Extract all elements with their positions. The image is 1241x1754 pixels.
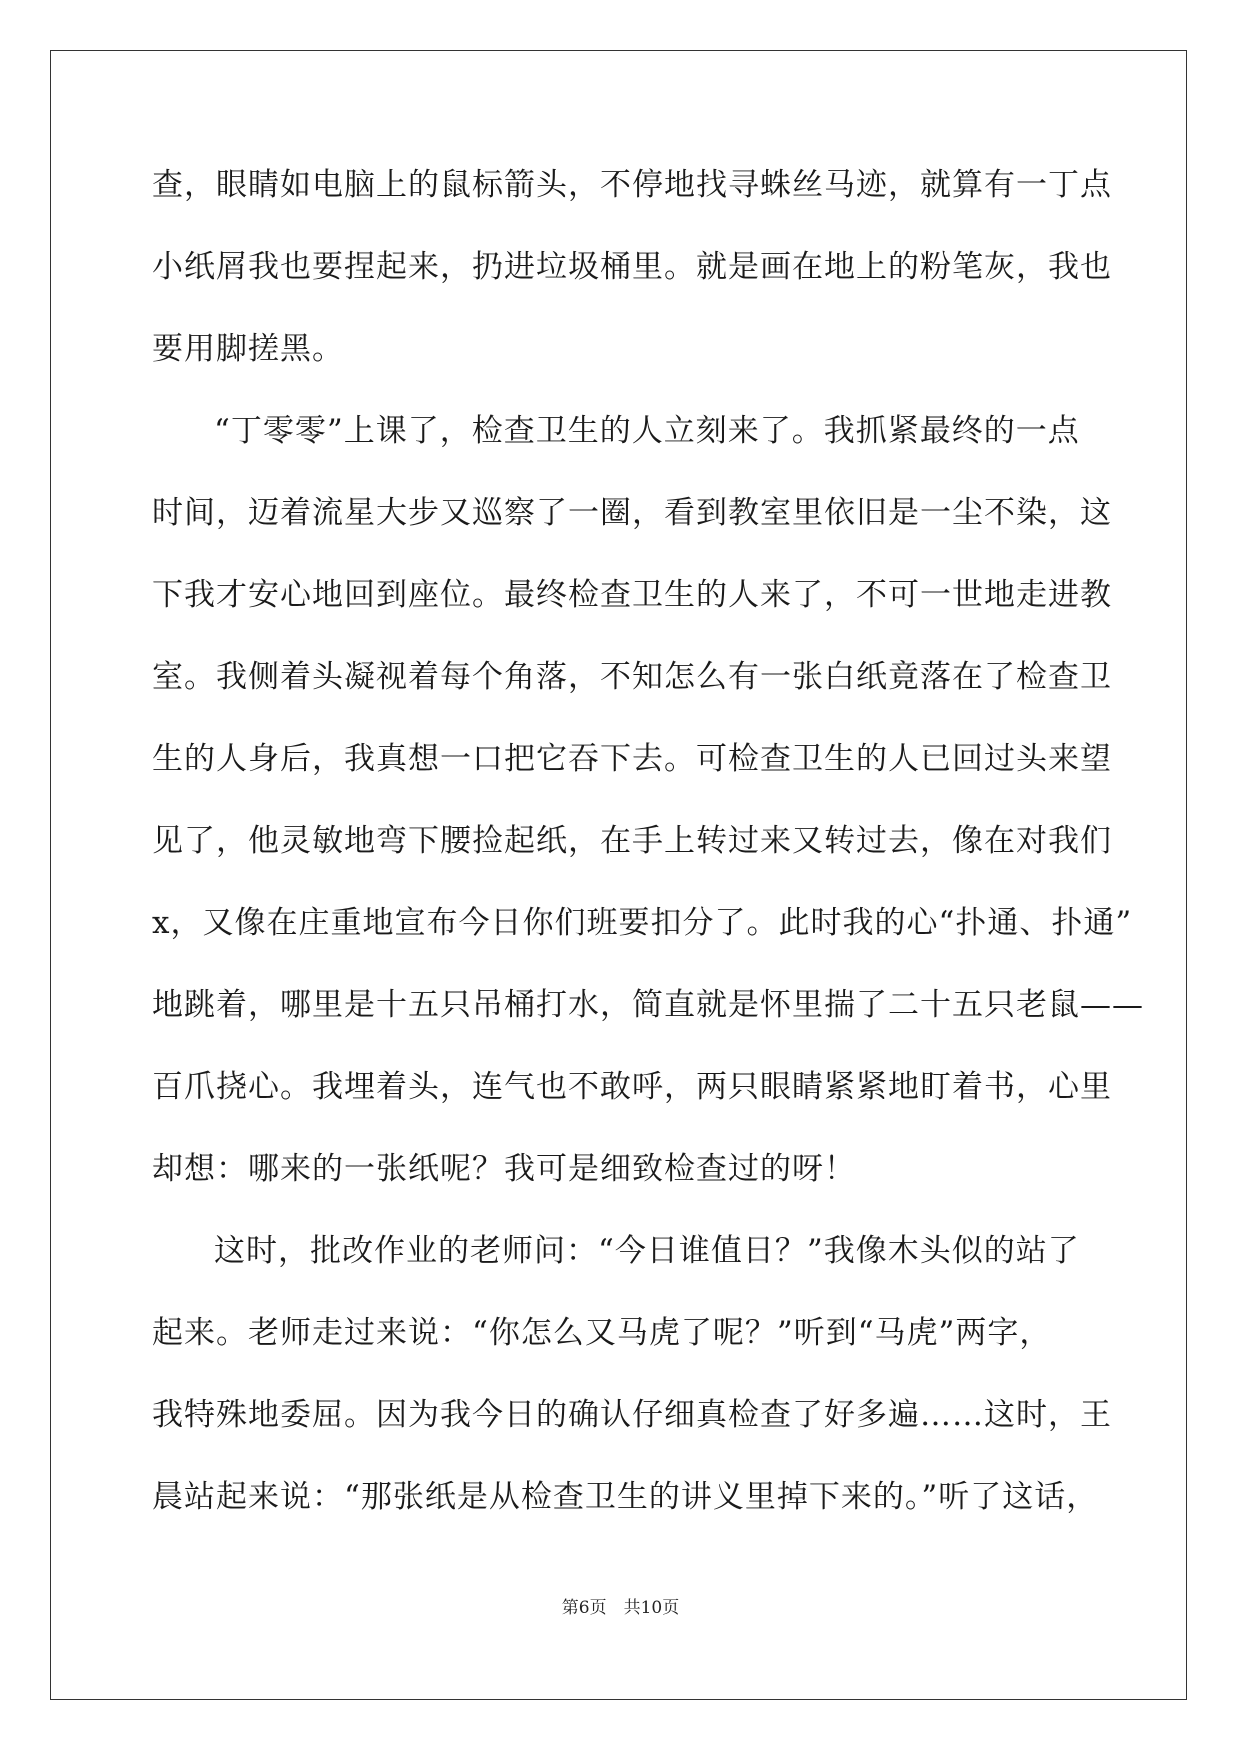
text-line: 生的人身后，我真想一口把它吞下去。可检查卫生的人已回过头来望: [152, 741, 1112, 777]
text-line: 查，眼睛如电脑上的鼠标箭头，不停地找寻蛛丝马迹，就算有一丁点: [152, 167, 1112, 203]
text-line: 地跳着，哪里是十五只吊桶打水，简直就是怀里揣了二十五只老鼠——: [152, 987, 1144, 1023]
text-line: 我特殊地委屈。因为我今日的确认仔细真检查了好多遍……这时，王: [152, 1397, 1112, 1433]
page-footer: [0, 1593, 1241, 1618]
text-line: 晨站起来说：“那张纸是从检查卫生的讲义里掉下来的。”听了这话，: [152, 1479, 1099, 1515]
document-body: [152, 160, 1144, 1554]
paragraph-start-line: 这时，批改作业的老师问：“今日谁值日？”我像木头似的站了: [214, 1233, 1080, 1269]
text-line: 起来。老师走过来说：“你怎么又马虎了呢？”听到“马虎”两字，: [152, 1315, 1052, 1351]
text-line: 时间，迈着流星大步又巡察了一圈，看到教室里依旧是一尘不染，这: [152, 495, 1112, 531]
text-line: 却想：哪来的一张纸呢？我可是细致检查过的呀！: [152, 1151, 856, 1187]
text-line: 见了，他灵敏地弯下腰捡起纸，在手上转过来又转过去，像在对我们: [152, 823, 1112, 859]
text-line: 要用脚搓黑。: [152, 331, 344, 367]
text-line: 百爪挠心。我埋着头，连气也不敢呼，两只眼睛紧紧地盯着书，心里: [152, 1069, 1112, 1105]
text-line: 室。我侧着头凝视着每个角落，不知怎么有一张白纸竟落在了检查卫: [152, 659, 1112, 695]
text-line: x，又像在庄重地宣布今日你们班要扣分了。此时我的心“扑通、扑通”: [152, 905, 1133, 941]
text-line: 下我才安心地回到座位。最终检查卫生的人来了，不可一世地走进教: [152, 577, 1112, 613]
text-line: 小纸屑我也要捏起来，扔进垃圾桶里。就是画在地上的粉笔灰，我也: [152, 249, 1112, 285]
page-number: 第6页 共10页: [561, 1598, 680, 1618]
paragraph-start-line: “丁零零”上课了，检查卫生的人立刻来了。我抓紧最终的一点: [214, 413, 1080, 449]
